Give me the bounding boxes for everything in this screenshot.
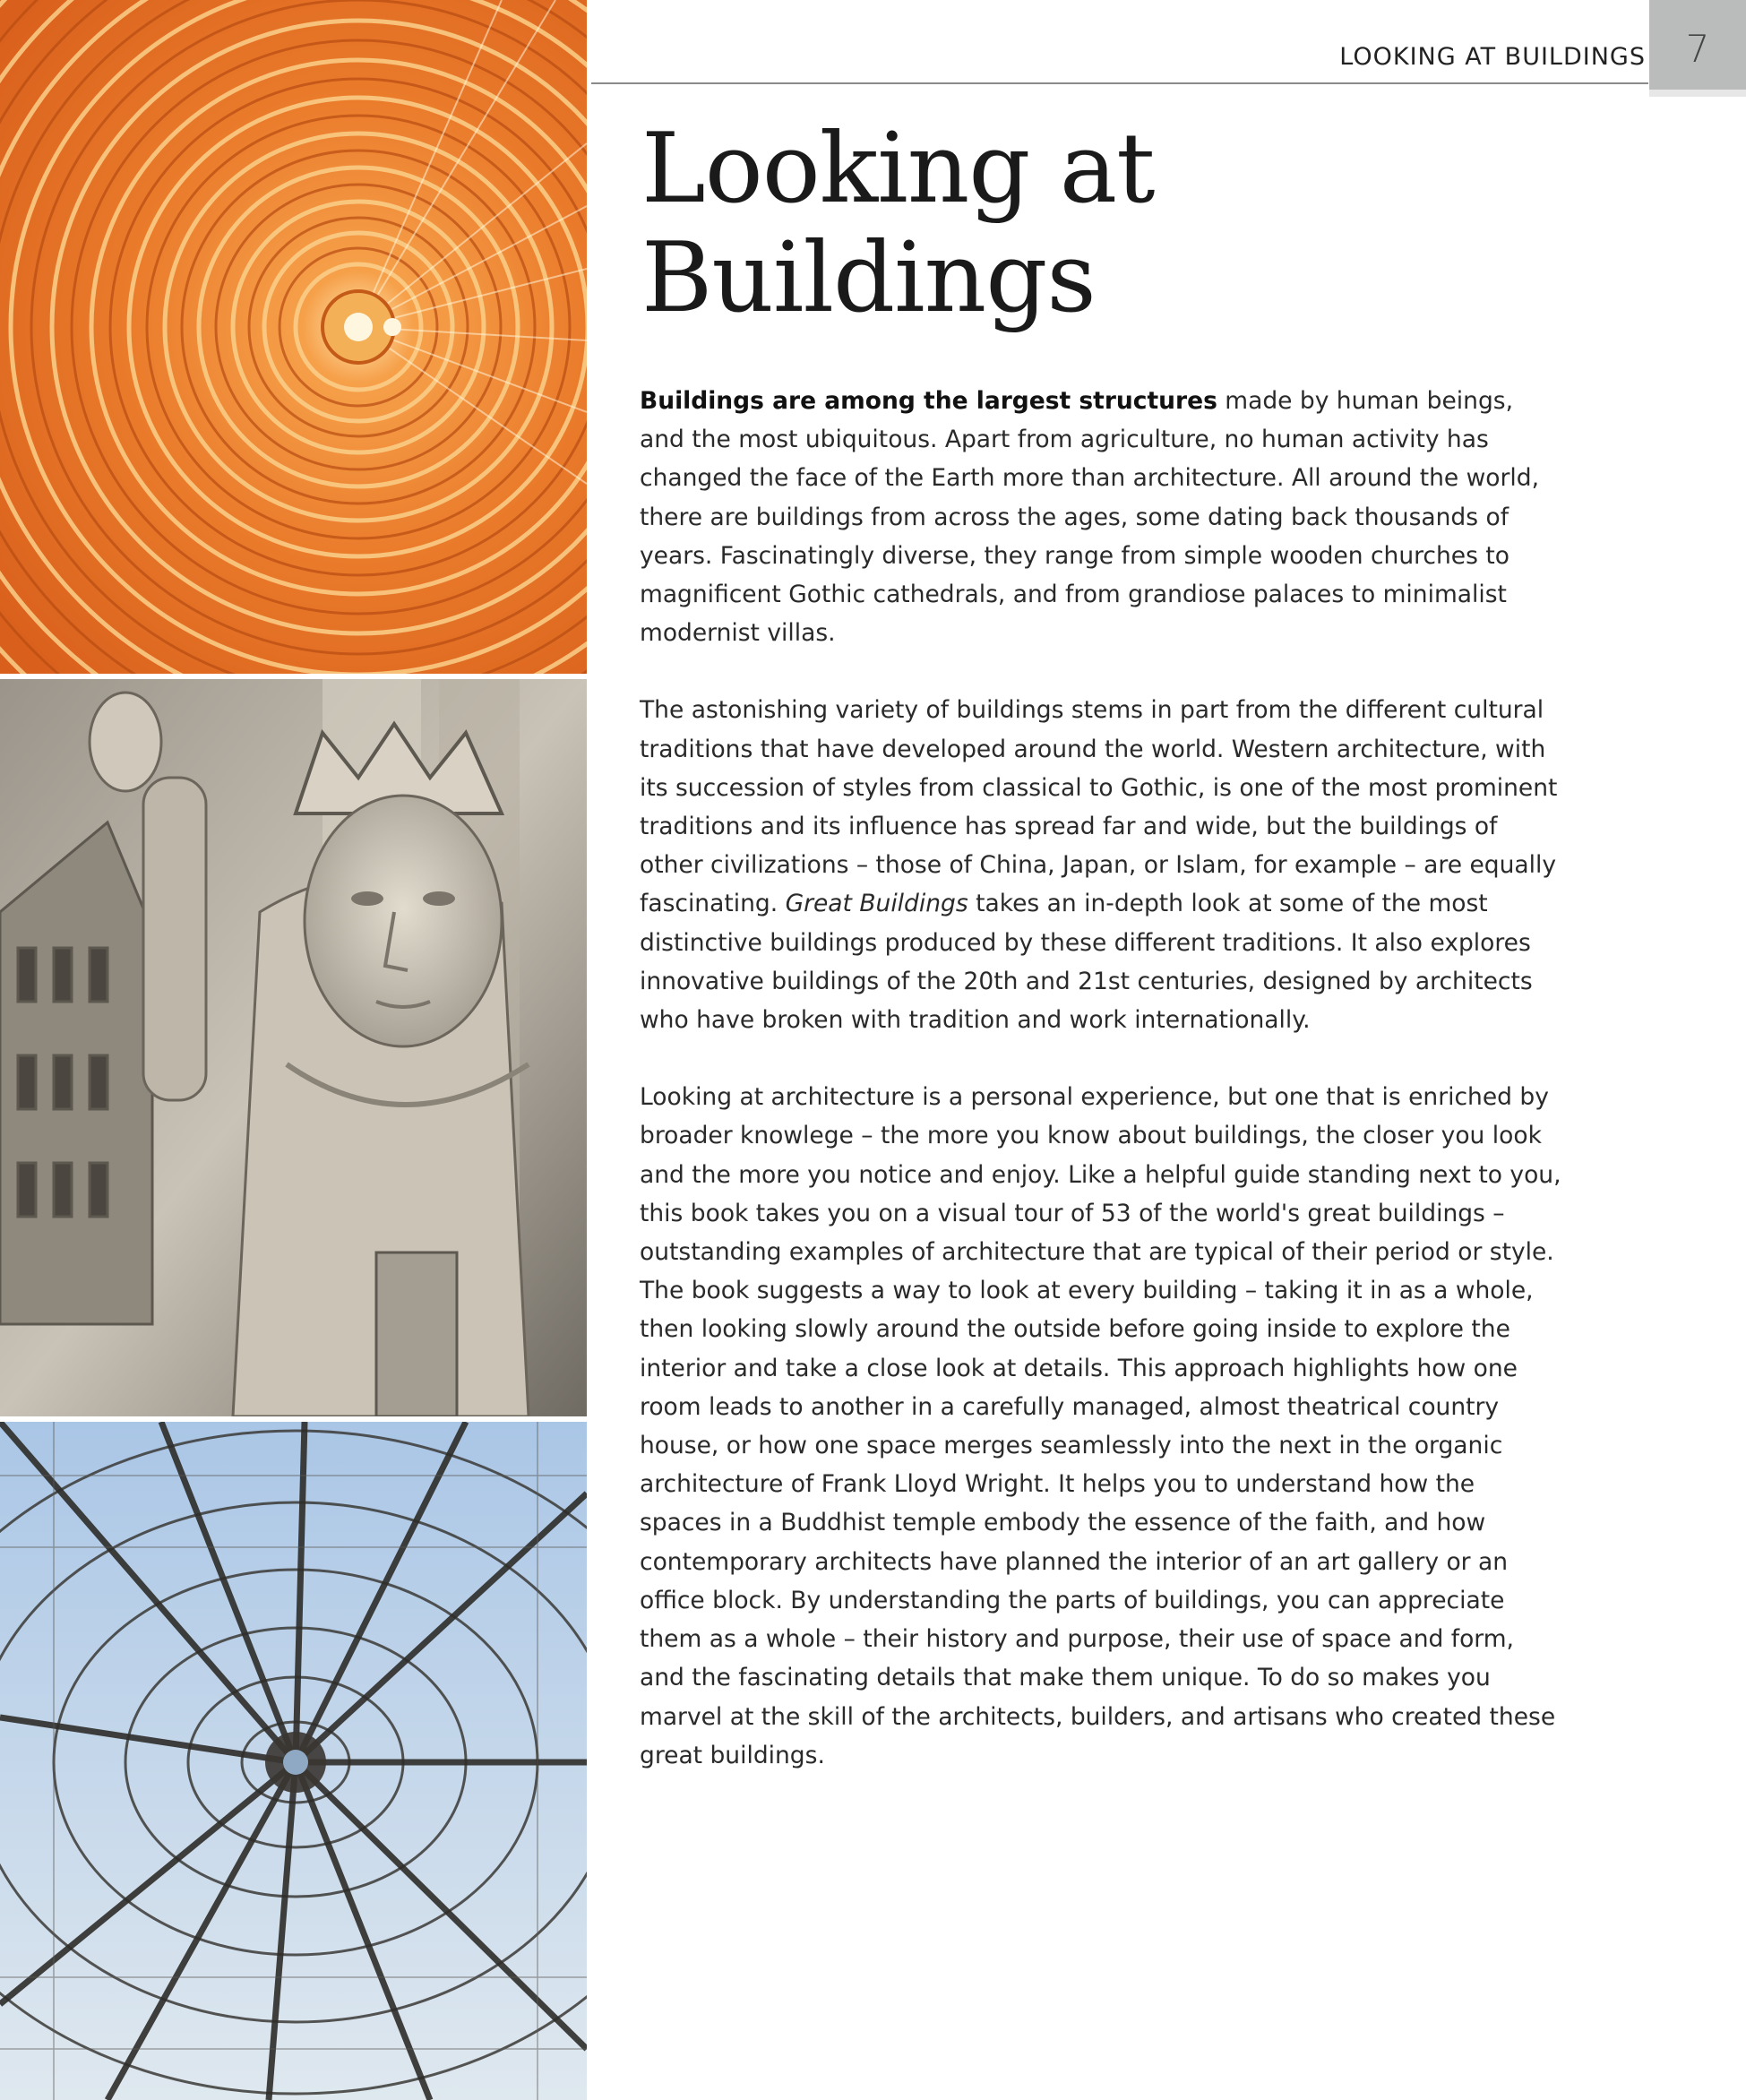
photo-column: [0, 0, 587, 2100]
stone-queen-sculpture-photo: [0, 679, 587, 1416]
lead-in: Buildings are among the largest structures: [640, 387, 1217, 415]
orange-atrium-ceiling-photo: [0, 0, 587, 674]
paragraph-1-text: made by human beings, and the most ubiquitous. Apart from agriculture, no human activity has changed the face of the Earth more than architecture. All around the world, there are buildings from across the ages, some dating back thousands of years. Fascinatingly diverse, they range from simple wooden churches to magnificent Gothic cathedrals, and from grandiose palaces to minimalist modernist villas.: [640, 387, 1539, 648]
running-head: LOOKING AT BUILDINGS: [1339, 43, 1646, 71]
paragraph-2: [640, 691, 1562, 1039]
title-line-2: Buildings: [641, 222, 1096, 334]
paragraph-2-text-a: The astonishing variety of buildings stems in part from the different cultural traditions that have developed around the world. Western architecture, with its succession of styles from classical to Gothic, is one of the most prominent traditions and its influence has spread far and wide, but the buildings of other civilizations – those of China, Japan, or Islam, for example – are equally fascinating.: [640, 696, 1558, 918]
page-title: [641, 115, 1155, 333]
glass-dome-roof-photo: [0, 1422, 587, 2100]
header-rule: [591, 82, 1648, 84]
paragraph-2-text-b: takes an in-depth look at some of the most distinctive buildings produced by these different traditions. It also explores innovative buildings of the 20th and 21st centuries, designed by architects who have broken with tradition and work internationally.: [640, 890, 1533, 1035]
title-line-1: Looking at: [641, 113, 1155, 225]
body-text: [640, 382, 1562, 1813]
paragraph-1: [640, 382, 1562, 652]
page-number: 7: [1685, 27, 1710, 71]
paragraph-3: Looking at architecture is a personal experience, but one that is enriched by broader knowlege – the more you know about buildings, the closer you look and the more you notice and enjoy. Like a helpful guide standing next to you, this book takes you on a visual tour of 53 of the world's great buildings – outstanding examples of architecture that are typical of their period or style. The book suggests a way to look at every building – taking it in as a whole, then looking slowly around the outside before going inside to explore the interior and take a close look at details. This approach highlights how one room leads to another in a carefully managed, almost theatrical country house, or how one space merges seamlessly into the next in the organic architecture of Frank Lloyd Wright. It helps you to understand how the spaces in a Buddhist temple embody the essence of the faith, and how contemporary architects have planned the interior of an art gallery or an office block. By understanding the parts of buildings, you can appreciate them as a whole – their history and purpose, their use of space and form, and the fascinating details that make them unique. To do so makes you marvel at the skill of the architects, builders, and artisans who created these great buildings.: [640, 1083, 1561, 1769]
book-title: Great Buildings: [785, 890, 968, 918]
